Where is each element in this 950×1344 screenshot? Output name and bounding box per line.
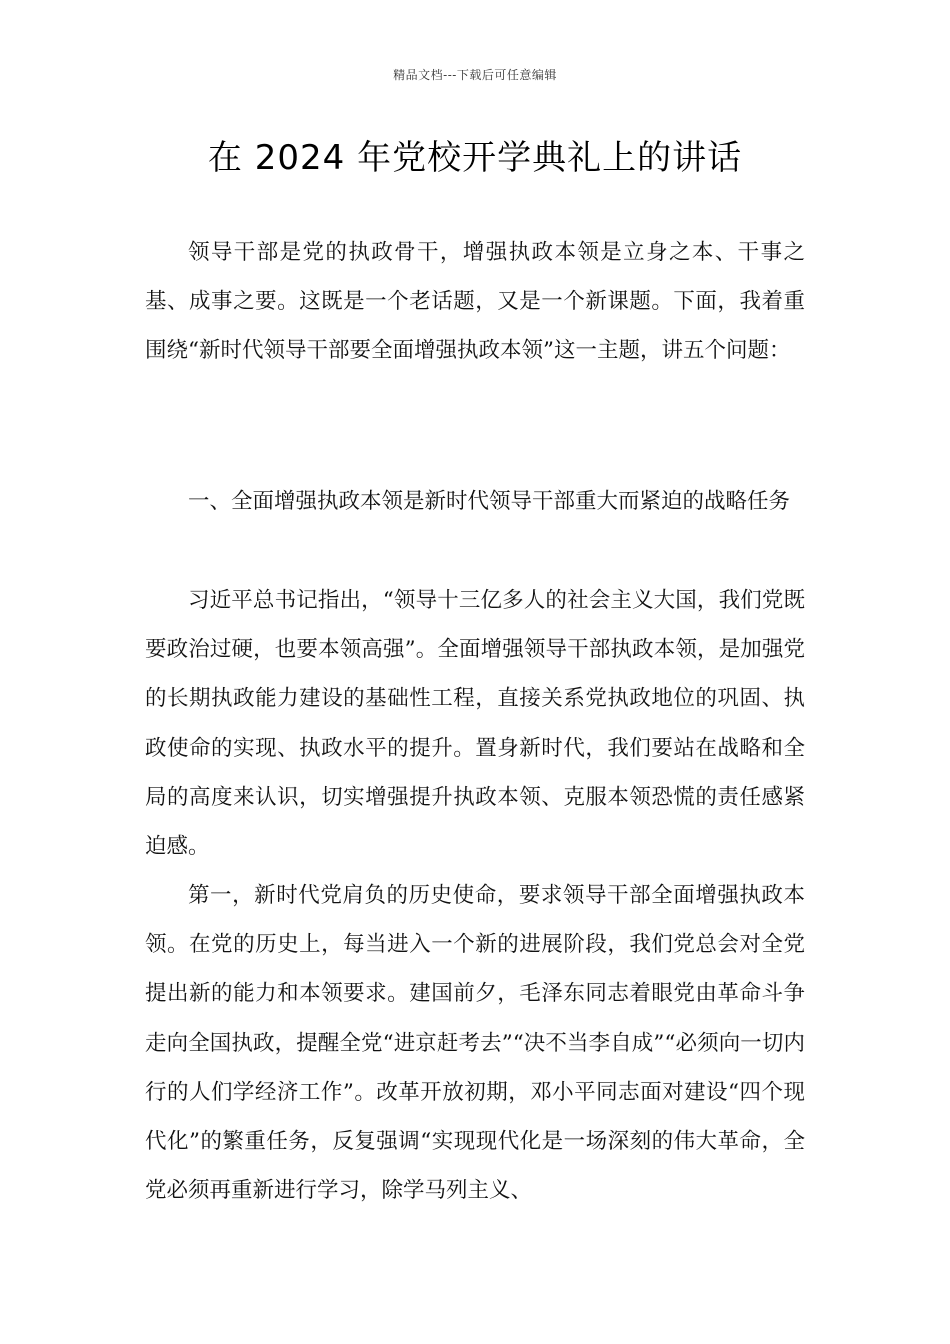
document-title: 在 2024 年党校开学典礼上的讲话 xyxy=(207,138,743,178)
paragraph-intro: 领导干部是党的执政骨干，增强执政本领是立身之本、干事之基、成事之要。这既是一个老话题，又是一个新课题。下面，我着重围绕“新时代领导干部要全面增强执政本领”这一主题，讲五个问题： xyxy=(145,240,805,364)
header-note: 精品文档---下载后可任意编辑 xyxy=(393,68,557,82)
paragraph-section-1: 习近平总书记指出，“领导十三亿多人的社会主义大国，我们党既要政治过硬，也要本领高强”。全面增强领导干部执政本领，是加强党的长期执政能力建设的基础性工程，直接关系党执政地位的巩固、执政使命的实现、执政水平的提升。置身新时代，我们要站在战略和全局的高度来认识，切实增强提升执政本领、克服本领恐慌的责任感紧迫感。 xyxy=(145,588,805,860)
section-heading-1: 一、全面增强执政本领是新时代领导干部重大而紧迫的战略任务 xyxy=(188,489,791,514)
paragraph-first-point: 第一，新时代党肩负的历史使命，要求领导干部全面增强执政本领。在党的历史上，每当进入一个新的进展阶段，我们党总会对全党提出新的能力和本领要求。建国前夕，毛泽东同志着眼党由革命斗争走向全国执政，提醒全党“进京赶考去”“决不当李自成”“必须向一切内行的人们学经济工作”。改革开放初期，邓小平同志面对建设“四个现代化”的繁重任务，反复强调“实现现代化是一场深刻的伟大革命，全党必须再重新进行学习，除学马列主义、 xyxy=(145,883,805,1204)
